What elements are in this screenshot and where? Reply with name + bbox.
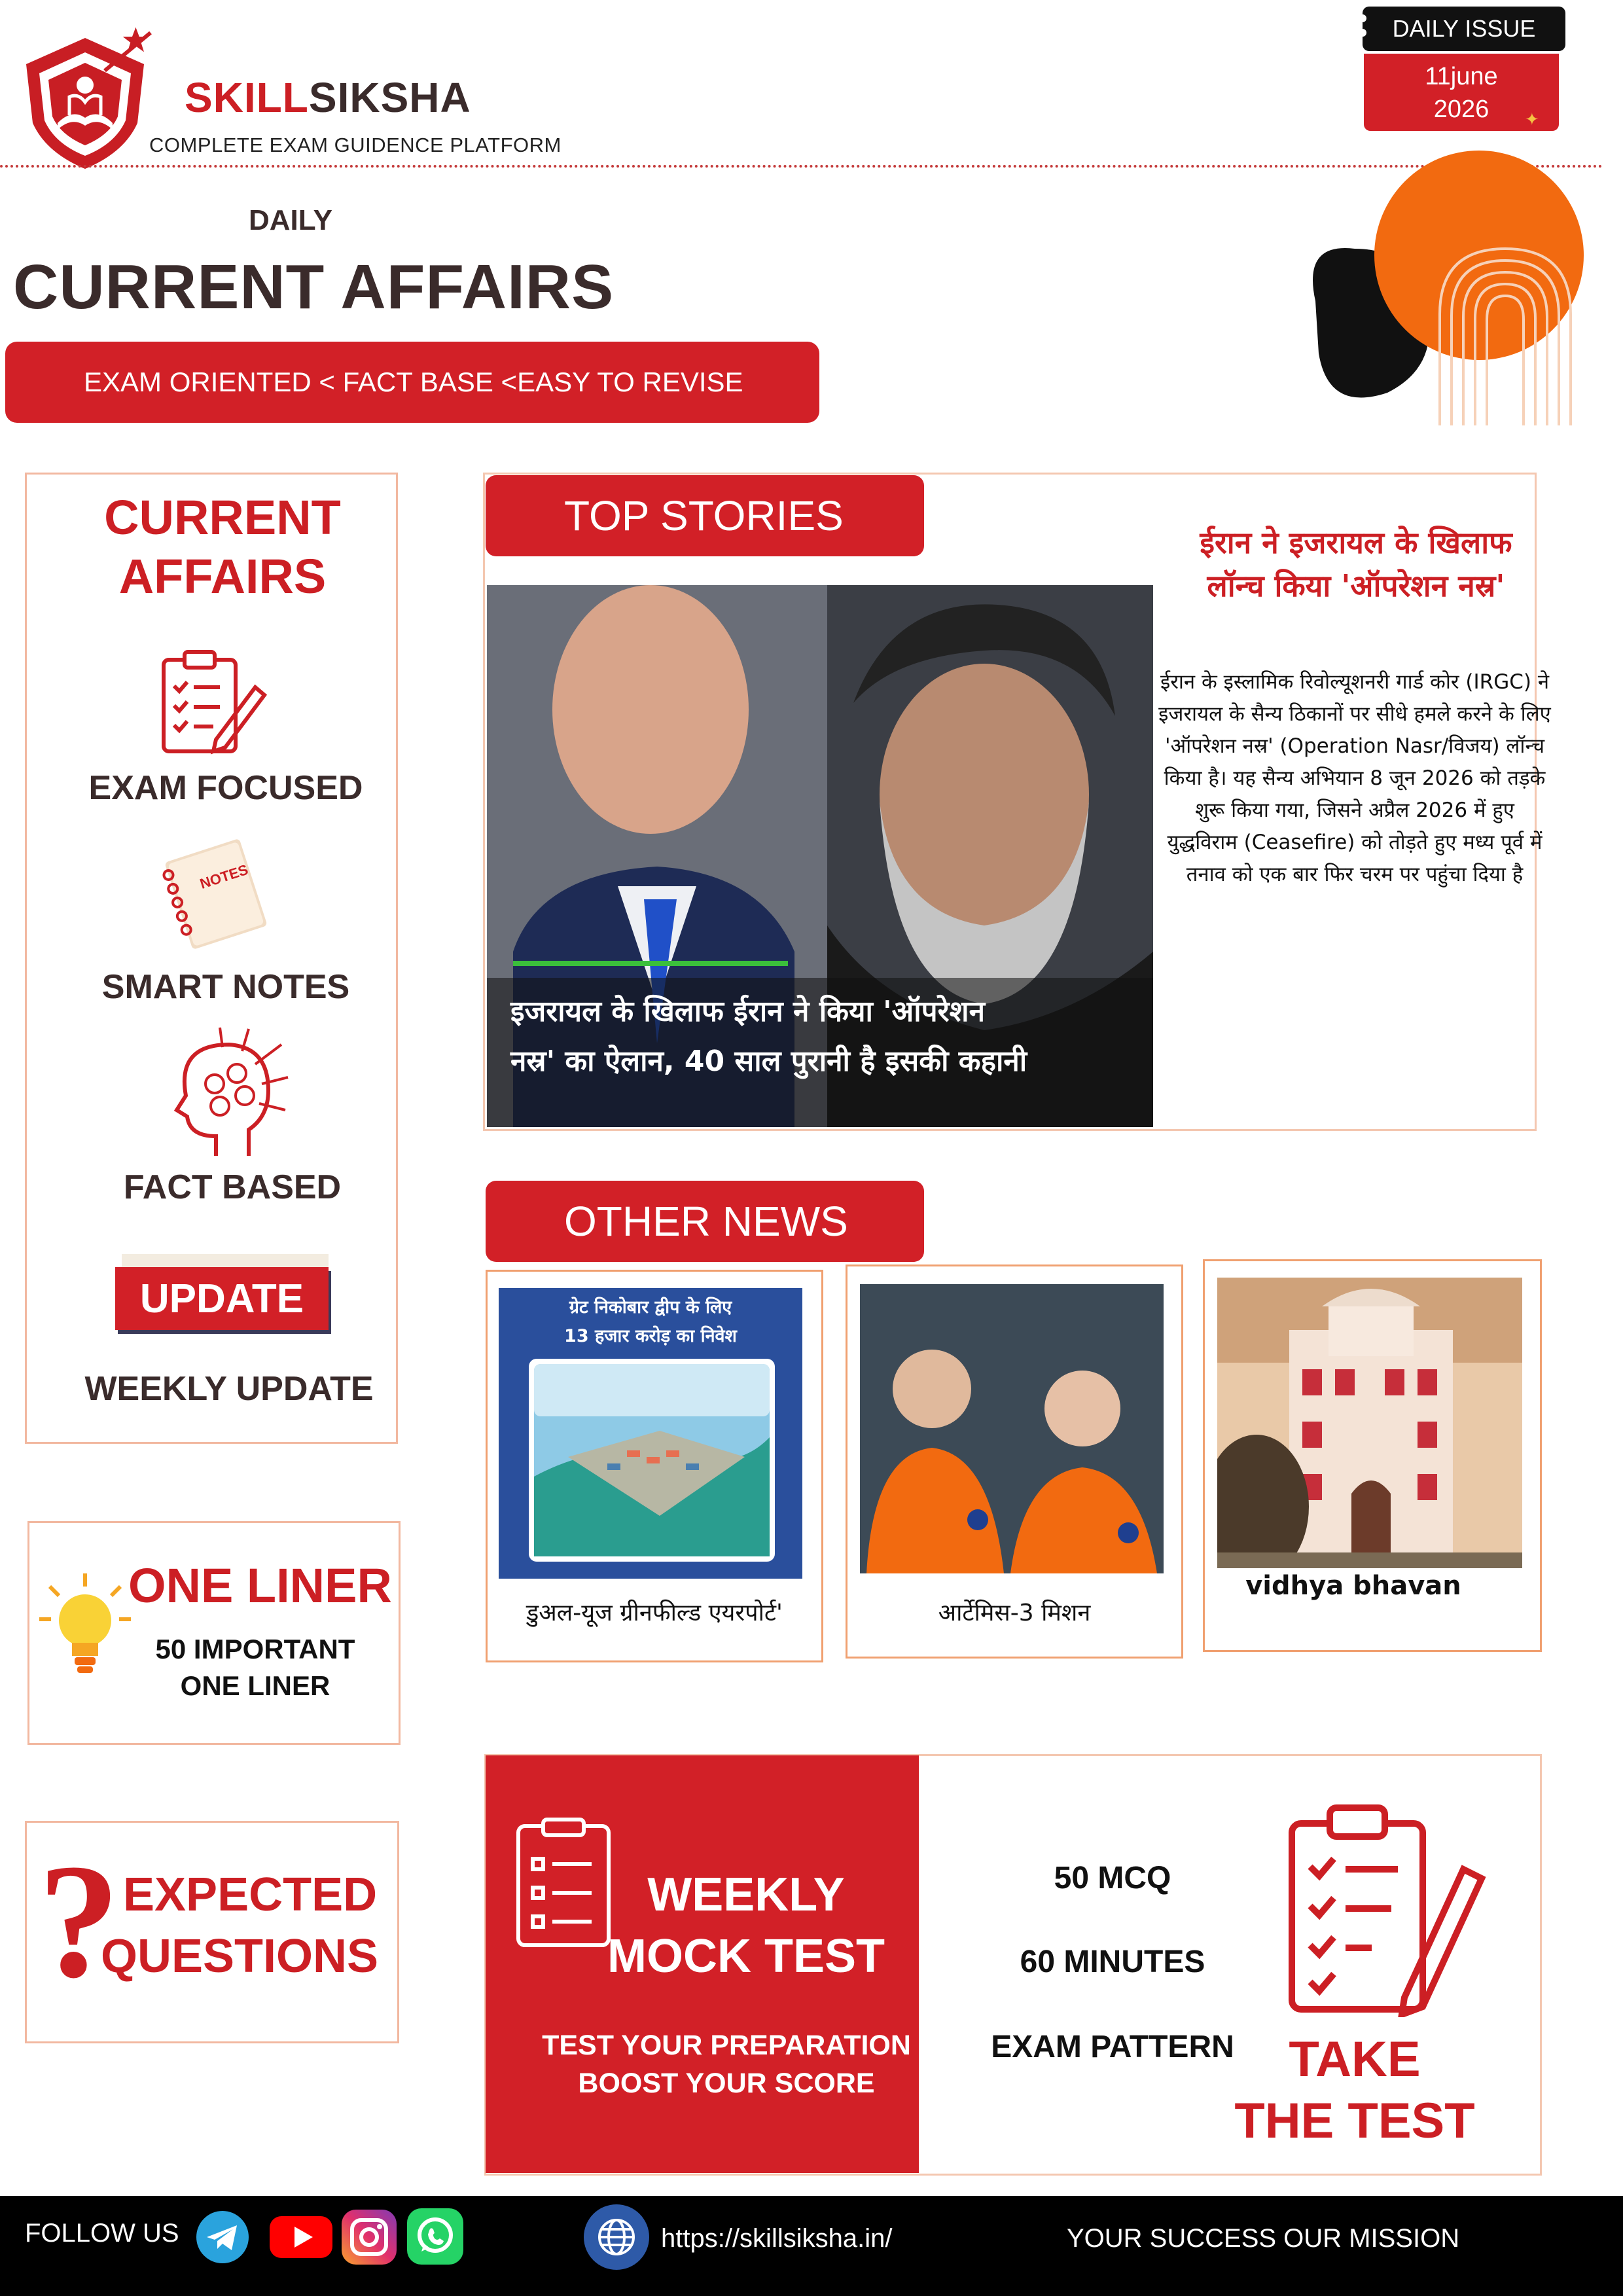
feature-fact-based: FACT BASED	[123, 1168, 342, 1206]
website-link[interactable]: https://skillsiksha.in/	[661, 2224, 893, 2253]
tagline-banner: EXAM ORIENTED < FACT BASE <EASY TO REVISE	[5, 342, 819, 423]
mock-title-line2: MOCK TEST	[607, 1930, 885, 1982]
mock-test-title	[589, 1864, 903, 1987]
issue-dots-icon	[1359, 14, 1368, 41]
page-title: CURRENT AFFAIRS	[13, 252, 615, 322]
expected-line1: EXPECTED	[123, 1869, 378, 1921]
news-caption-vidhya-bhavan: vidhya bhavan	[1245, 1571, 1461, 1601]
top-story-body: ईरान के इस्लामिक रिवोल्यूशनरी गार्ड कोर (IRGC) ने इजरायल के सैन्य ठिकानों पर सीधे हमले करने के लिए 'ऑपरेशन नस्र' (Operation Nasr/विजय) लॉन्च किया है। यह सैन्य अभियान 8 जून 2026 को तड़के शुरू किया गया, जिसने अप्रैल 2026 में हुए युद्धविराम (Ceasefire) को तोड़ते हुए मध्य पूर्व में तनाव को एक बार फिर चरम पर पहुंचा दिया है	[1158, 670, 1551, 886]
brand-name-part1: SKILL	[185, 74, 309, 121]
airport-image-heading	[499, 1288, 802, 1351]
daily-issue-text: DAILY ISSUE	[1392, 15, 1536, 42]
follow-us-label: FOLLOW US	[25, 2219, 179, 2248]
top-story-image-overlay	[510, 987, 1152, 1086]
question-mark-icon: ?	[38, 1831, 120, 2012]
other-news-tab[interactable]: OTHER NEWS	[486, 1181, 924, 1262]
take-the-test-button[interactable]	[1230, 2029, 1479, 2152]
headline-line2: लॉन्च किया 'ऑपरेशन नस्र'	[1207, 568, 1505, 603]
issue-date-year: 2026	[1433, 96, 1489, 123]
take-test-line1: TAKE	[1289, 2032, 1421, 2087]
mock-sub-line1: TEST YOUR PREPARATION	[542, 2030, 911, 2061]
news-image-artemis	[860, 1284, 1164, 1573]
one-liner-line1: 50 IMPORTANT	[155, 1634, 355, 1664]
top-story-headline[interactable]	[1160, 521, 1552, 607]
brand-tagline: COMPLETE EXAM GUIDENCE PLATFORM	[149, 134, 562, 156]
mock-sub-line2: BOOST YOUR SCORE	[578, 2068, 875, 2099]
daily-label: DAILY	[249, 204, 332, 236]
airport-image-text-line1: ग्रेट निकोबार द्वीप के लिए	[569, 1297, 732, 1318]
mission-text: YOUR SUCCESS OUR MISSION	[1067, 2224, 1460, 2253]
whatsapp-icon[interactable]	[406, 2207, 465, 2266]
decorative-circles-icon	[1302, 151, 1584, 425]
one-liner-subtitle	[131, 1631, 380, 1704]
headline-line1: ईरान ने इजरायल के खिलाफ	[1200, 525, 1512, 560]
feature-smart-notes: SMART NOTES	[101, 968, 350, 1006]
image-overlay-line2: नस्र' का ऐलान, 40 साल पुरानी है इसकी कहानी	[510, 1045, 1027, 1078]
daily-issue-label	[1363, 7, 1565, 51]
brand-logo-icon	[20, 25, 164, 170]
clipboard-checklist-icon	[157, 648, 268, 759]
update-badge-text: UPDATE	[115, 1267, 329, 1330]
mock-stat-minutes: 60 MINUTES	[1020, 1945, 1205, 1979]
brain-head-icon	[157, 1025, 294, 1162]
sidebar-title-line2: AFFAIRS	[118, 549, 327, 603]
youtube-icon[interactable]	[268, 2212, 334, 2261]
update-badge-icon	[115, 1259, 330, 1333]
news-caption-artemis: आर्टेमिस-3 मिशन	[938, 1600, 1091, 1626]
take-test-line2: THE TEST	[1234, 2093, 1475, 2149]
airport-image-text-line2: 13 हजार करोड़ का निवेश	[564, 1326, 737, 1346]
feature-exam-focused: EXAM FOCUSED	[88, 769, 363, 807]
one-liner-line2: ONE LINER	[180, 1670, 330, 1701]
notes-notebook-icon	[157, 835, 275, 953]
one-liner-title: ONE LINER	[128, 1558, 392, 1613]
top-stories-tab[interactable]: TOP STORIES	[486, 475, 924, 556]
mock-stat-mcq: 50 MCQ	[1054, 1861, 1171, 1895]
issue-date-day: 11june	[1425, 63, 1498, 90]
feature-weekly-update: WEEKLY UPDATE	[84, 1370, 374, 1408]
mock-title-line1: WEEKLY	[647, 1869, 845, 1921]
brand-name	[185, 73, 471, 122]
sidebar-title	[39, 488, 406, 606]
take-test-clipboard-icon	[1287, 1801, 1489, 2017]
news-image-vidhya-bhavan	[1217, 1278, 1522, 1568]
sidebar-title-line1: CURRENT	[104, 490, 341, 545]
telegram-icon[interactable]	[195, 2210, 250, 2265]
notes-icon-label: NOTES	[198, 861, 251, 893]
globe-icon	[582, 2203, 651, 2271]
instagram-icon[interactable]	[340, 2208, 398, 2266]
mock-test-subtitle	[537, 2026, 916, 2102]
news-image-airport	[499, 1288, 802, 1579]
mock-stat-pattern: EXAM PATTERN	[991, 2030, 1234, 2064]
expected-line2: QUESTIONS	[101, 1930, 379, 1982]
port-aerial-photo-icon	[529, 1359, 775, 1562]
image-overlay-line1: इजरायल के खिलाफ ईरान ने किया 'ऑपरेशन	[510, 995, 985, 1028]
expected-questions-title	[101, 1864, 378, 1987]
brand-name-part2: SIKSHA	[308, 74, 471, 121]
lightbulb-icon	[39, 1572, 131, 1677]
sparkle-icon: ✦	[1525, 110, 1539, 130]
news-caption-airport: डुअल-यूज ग्रीनफील्ड एयरपोर्ट'	[526, 1600, 783, 1626]
